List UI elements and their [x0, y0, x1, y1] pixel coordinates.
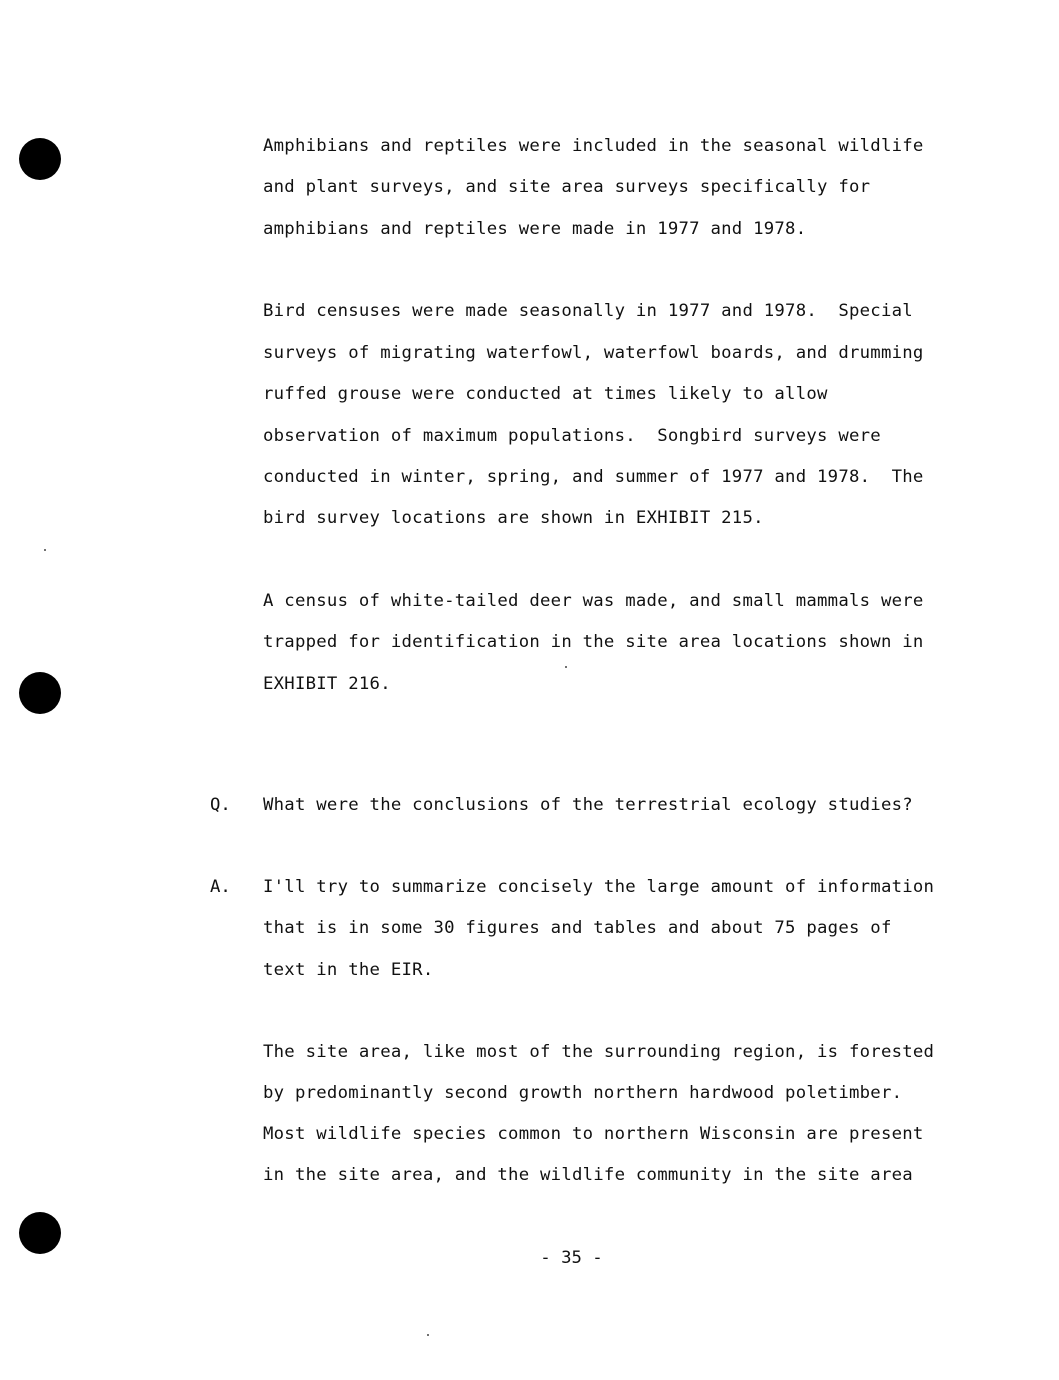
scan-speck [44, 549, 46, 551]
text-line: amphibians and reptiles were made in 1977 and 1978. [263, 219, 807, 239]
punch-hole-top [19, 138, 61, 180]
text-line: conducted in winter, spring, and summer of 1977 and 1978. The [263, 467, 924, 487]
text-line: bird survey locations are shown in EXHIBIT 215. [263, 508, 764, 528]
answer-marker: A. [210, 877, 231, 897]
text-line: observation of maximum populations. Songbird surveys were [263, 426, 881, 446]
text-line: that is in some 30 figures and tables and about 75 pages of [263, 918, 892, 938]
text-line: ruffed grouse were conducted at times likely to allow [263, 384, 828, 404]
punch-hole-middle [19, 672, 61, 714]
text-line: by predominantly second growth northern hardwood poletimber. [263, 1083, 903, 1103]
text-line: EXHIBIT 216. [263, 674, 391, 694]
page-number: - 35 - [540, 1248, 603, 1268]
question-text: What were the conclusions of the terrestrial ecology studies? [263, 795, 913, 815]
text-line: Amphibians and reptiles were included in the seasonal wildlife [263, 136, 924, 156]
text-line: surveys of migrating waterfowl, waterfowl boards, and drumming [263, 343, 924, 363]
text-line: trapped for identification in the site area locations shown in [263, 632, 924, 652]
question-marker: Q. [210, 795, 231, 815]
scan-speck [427, 1334, 429, 1336]
text-line: The site area, like most of the surrounding region, is forested [263, 1042, 935, 1062]
text-line: I'll try to summarize concisely the large amount of information [263, 877, 935, 897]
text-line: in the site area, and the wildlife community in the site area [263, 1165, 913, 1185]
text-line: Bird censuses were made seasonally in 1977 and 1978. Special [263, 301, 913, 321]
text-line: Most wildlife species common to northern Wisconsin are present [263, 1124, 924, 1144]
text-line: and plant surveys, and site area surveys specifically for [263, 177, 871, 197]
text-line: A census of white-tailed deer was made, and small mammals were [263, 591, 924, 611]
scan-speck [565, 666, 567, 668]
text-line: text in the EIR. [263, 960, 434, 980]
